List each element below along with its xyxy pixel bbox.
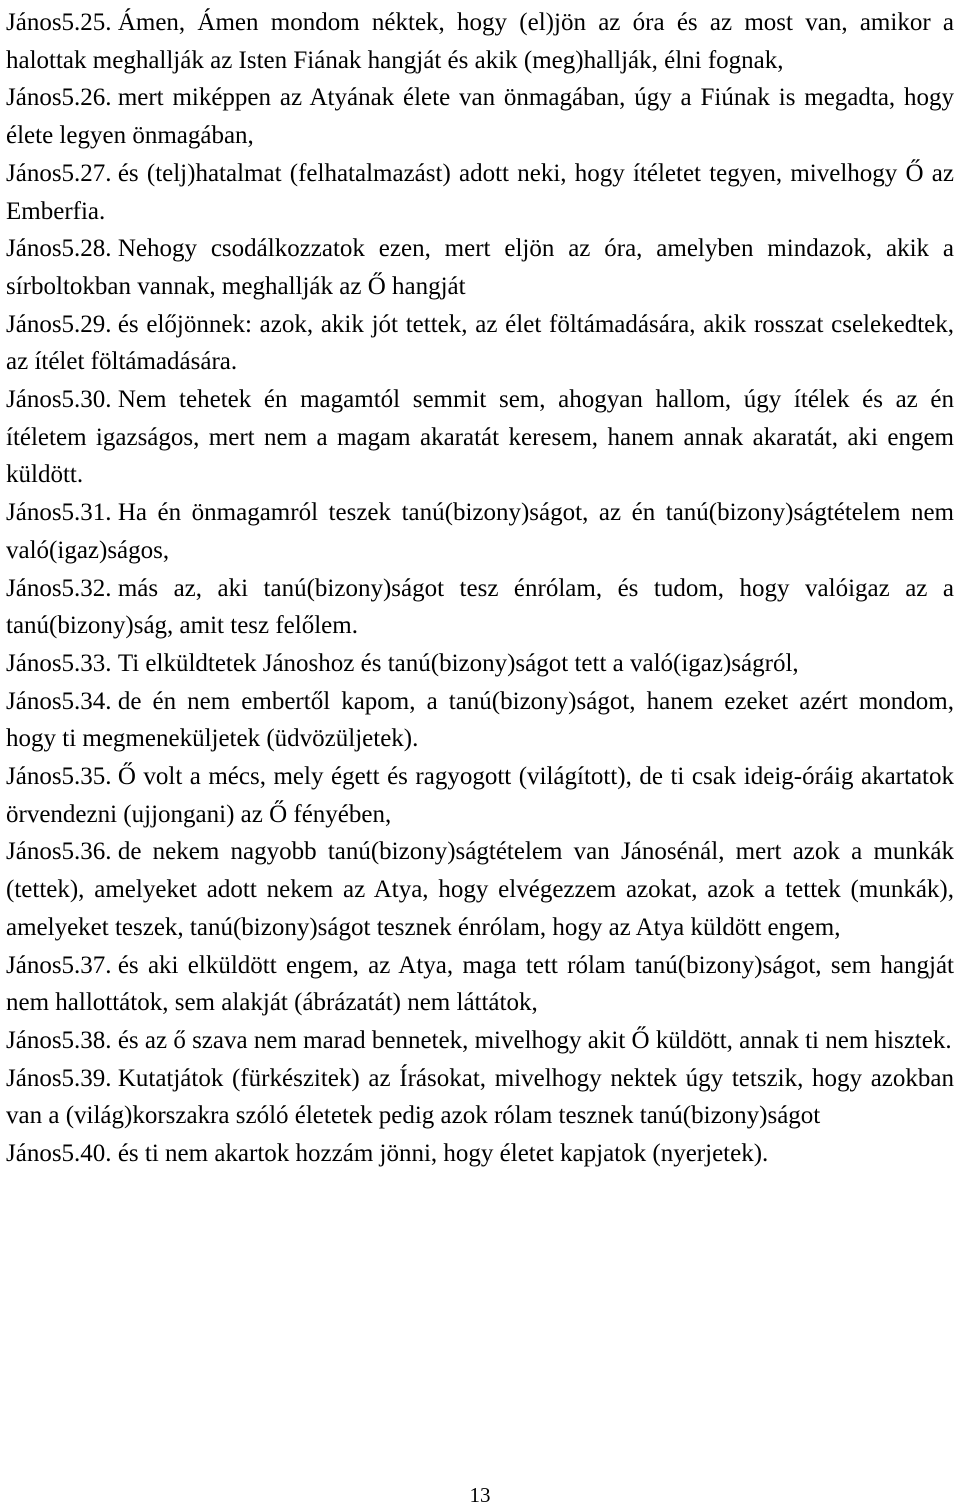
verse-text: Ő volt a mécs, mely égett és ragyogott (világított), de ti csak ideig-óráig akartatok örvendezni (ujjongani) az Ő fényében, bbox=[6, 763, 954, 828]
verse-5-36 bbox=[6, 833, 954, 946]
verse-text: mert miképpen az Atyának élete van önmagában, úgy a Fiúnak is megadta, hogy élete legyen önmagában, bbox=[6, 84, 954, 150]
verse-5-30 bbox=[6, 381, 954, 494]
verse-text: és aki elküldött engem, az Atya, maga tett rólam tanú(bizony)ságot, sem hangját nem hallottátok, sem alakját (ábrázatát) nem láttátok, bbox=[6, 951, 954, 1017]
verse-reference: János5.34. bbox=[6, 687, 112, 715]
verse-reference: János5.33. bbox=[6, 649, 112, 677]
verse-5-38 bbox=[6, 1022, 954, 1060]
verse-5-35 bbox=[6, 758, 954, 833]
verse-text: Nem tehetek én magamtól semmit sem, ahogyan hallom, úgy ítélek és az én ítéletem igazságos, mert nem a magam akaratát keresem, hanem annak akaratát, aki engem küldött. bbox=[6, 386, 954, 489]
verse-reference: János5.28. bbox=[6, 235, 112, 263]
verse-text: Ha én önmagamról teszek tanú(bizony)ságot, az én tanú(bizony)ságtételem nem való(igaz)ságos, bbox=[6, 499, 954, 564]
verse-text: és ti nem akartok hozzám jönni, hogy életet kapjatok (nyerjetek). bbox=[117, 1140, 769, 1168]
verse-5-39 bbox=[6, 1060, 954, 1135]
verse-reference: János5.36. bbox=[6, 838, 112, 866]
verse-text: és az ő szava nem marad bennetek, mivelhogy akit Ő küldött, annak ti nem hisztek. bbox=[117, 1026, 952, 1054]
verse-reference: János5.32. bbox=[6, 574, 112, 602]
verse-text: Nehogy csodálkozzatok ezen, mert eljön az óra, amelyben mindazok, akik a sírboltokban vannak, meghallják az Ő hangját bbox=[6, 235, 954, 300]
verse-reference: János5.31. bbox=[6, 499, 112, 527]
page-number: 13 bbox=[469, 1483, 491, 1507]
verse-5-34 bbox=[6, 683, 954, 758]
verse-reference: János5.29. bbox=[6, 310, 112, 338]
verse-reference: János5.26. bbox=[6, 84, 112, 112]
verse-5-27 bbox=[6, 155, 954, 230]
verse-5-29 bbox=[6, 306, 954, 381]
document-page bbox=[6, 4, 954, 1173]
verse-5-26 bbox=[6, 79, 954, 154]
verse-reference: János5.37. bbox=[6, 951, 112, 979]
verse-text: Ti elküldtetek Jánoshoz és tanú(bizony)ságot tett a való(igaz)ságról, bbox=[117, 649, 799, 677]
verse-text: Kutatjátok (fürkészitek) az Írásokat, mivelhogy nektek úgy tetszik, hogy azokban van a (világ)korszakra szóló életetek pedig azok rólam tesznek tanú(bizony)ságot bbox=[6, 1064, 954, 1130]
verse-5-33 bbox=[6, 645, 954, 683]
verse-5-28 bbox=[6, 230, 954, 305]
verse-reference: János5.30. bbox=[6, 386, 112, 414]
verse-reference: János5.27. bbox=[6, 159, 112, 187]
verse-text: és (telj)hatalmat (felhatalmazást) adott neki, hogy ítéletet tegyen, mivelhogy Ő az Emberfia. bbox=[6, 159, 954, 225]
verse-5-32 bbox=[6, 570, 954, 645]
verse-text: de én nem embertől kapom, a tanú(bizony)ságot, hanem ezeket azért mondom, hogy ti megmeneküljetek (üdvözüljetek). bbox=[6, 687, 954, 753]
verse-reference: János5.40. bbox=[6, 1140, 112, 1168]
verse-reference: János5.39. bbox=[6, 1064, 112, 1092]
verse-5-37 bbox=[6, 947, 954, 1022]
verse-reference: János5.35. bbox=[6, 763, 112, 791]
verse-5-25 bbox=[6, 4, 954, 79]
verse-text: de nekem nagyobb tanú(bizony)ságtételem van Jánosénál, mert azok a munkák (tettek), amelyeket adott nekem az Atya, hogy elvégezzem azokat, azok a tettek (munkák), amelyeket teszek, tanú(bizony)ságot tesznek énrólam, hogy az Atya küldött engem, bbox=[6, 838, 954, 941]
verse-text: Ámen, Ámen mondom néktek, hogy (el)jön az óra és az most van, amikor a halottak meghallják az Isten Fiának hangját és akik (meg)hallják, élni fognak, bbox=[6, 9, 954, 74]
verse-text: más az, aki tanú(bizony)ságot tesz énrólam, és tudom, hogy valóigaz az a tanú(bizony)ság, amit tesz felőlem. bbox=[6, 574, 954, 640]
verse-reference: János5.25. bbox=[6, 9, 112, 36]
verse-text: és előjönnek: azok, akik jót tettek, az élet föltámadására, akik rosszat cselekedtek, az ítélet föltámadására. bbox=[6, 310, 954, 376]
verse-5-31 bbox=[6, 494, 954, 569]
verse-5-40 bbox=[6, 1135, 954, 1173]
verse-reference: János5.38. bbox=[6, 1026, 112, 1054]
